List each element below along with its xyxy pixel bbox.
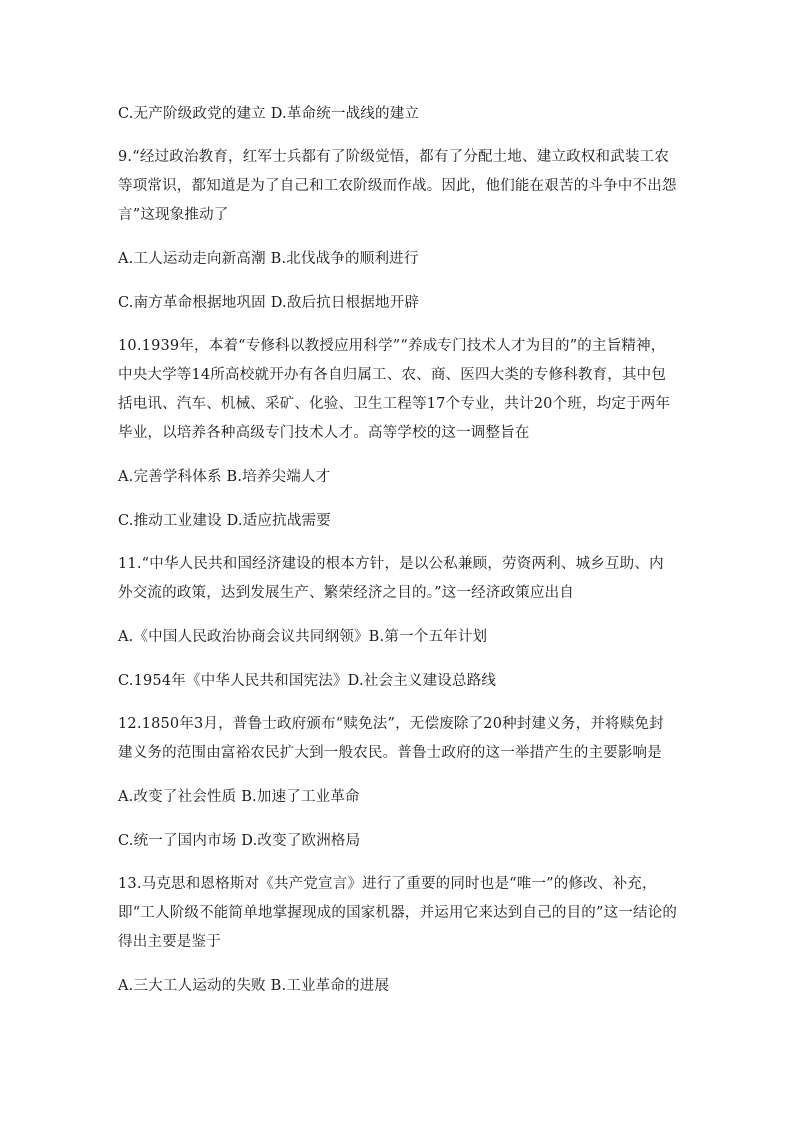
question-11-options-cd: C.1954年《中华人民共和国宪法》D.社会主义建设总路线 xyxy=(118,673,497,689)
question-10-options-ab: A.完善学科体系 B.培养尖端人才 xyxy=(118,469,331,485)
question-13-options-ab: A.三大工人运动的失败 B.工业革命的进展 xyxy=(118,978,390,994)
question-9-options-cd: C.南方革命根据地巩固 D.敌后抗日根据地开辟 xyxy=(118,295,420,311)
question-9-stem: 9.“经过政治教育，红军士兵都有了阶级觉悟，都有了分配土地、建立政权和武装工农等项常识，都知道是为了自己和工农阶级而作战。因此，他们能在艰苦的斗争中不出怨言”这现象推动了 xyxy=(118,149,677,223)
question-9-options-ab: A.工人运动走向新高潮 B.北伐战争的顺利进行 xyxy=(118,251,419,267)
question-11-options-ab: A.《中国人民政治协商会议共同纲领》B.第一个五年计划 xyxy=(118,629,488,645)
question-11-stem: 11.“中华人民共和国经济建设的根本方针，是以公私兼顾，劳资两利、城乡互助、内外交流的政策，达到发展生产、繁荣经济之目的。”这一经济政策应出自 xyxy=(118,556,664,601)
q8-options-cd: C.无产阶级政党的建立 D.革命统一战线的建立 xyxy=(118,106,420,122)
question-12-stem: 12.1850年3月，普鲁士政府颁布“赎免法”，无偿废除了20种封建义务，并将赎免封建义务的范围由富裕农民扩大到一般农民。普鲁士政府的这一举措产生的主要影响是 xyxy=(118,716,664,761)
question-13 xyxy=(118,870,678,957)
question-13-stem: 13.马克思和恩格斯对《共产党宣言》进行了重要的同时也是“唯一”的修改、补充，即“工人阶级不能简单地掌握现成的国家机器，并运用它来达到自己的目的”这一结论的得出主要是鉴于 xyxy=(118,876,678,950)
question-11 xyxy=(118,550,678,608)
question-12-options-cd: C.统一了国内市场 D.改变了欧洲格局 xyxy=(118,833,361,849)
question-10-stem: 10.1939年，本着“专修科以教授应用科学”“养成专门技术人才为目的”的主旨精神，中央大学等14所高校就开办有各自归属工、农、商、医四大类的专修科教育，其中包括电讯、汽车、机械、采矿、化验、卫生工程等17个专业，共计20个班，均定于两年毕业，以培养各种高级专门技术人才。高等学校的这一调整旨在 xyxy=(118,338,671,441)
exam-page xyxy=(118,99,678,1015)
question-12 xyxy=(118,710,678,768)
question-9 xyxy=(118,143,678,230)
question-10 xyxy=(118,332,678,448)
question-10-options-cd: C.推动工业建设 D.适应抗战需要 xyxy=(118,513,331,529)
question-12-options-ab: A.改变了社会性质 B.加速了工业革命 xyxy=(118,789,360,805)
